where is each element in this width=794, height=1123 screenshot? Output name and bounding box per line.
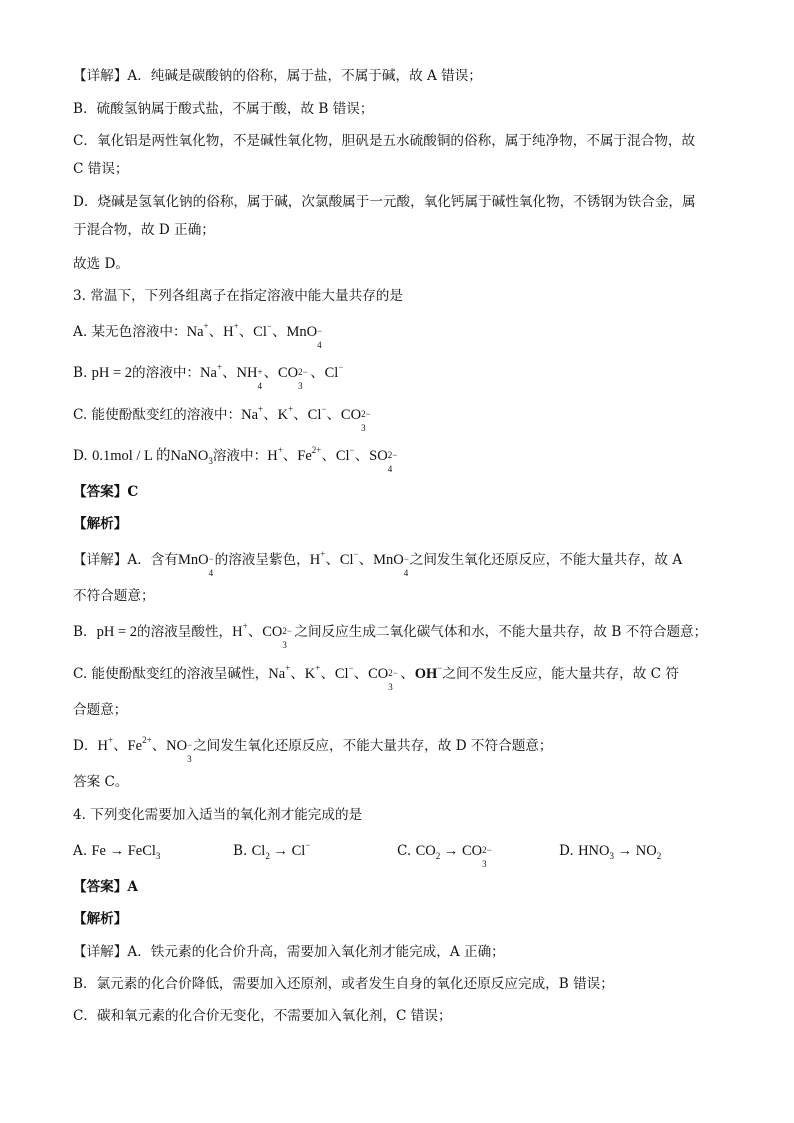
q3-option-a: A. 某无色溶液中：Na+、H+、Cl−、MnO − 4 [73, 321, 323, 350]
explanation-line: 不符合题意； [73, 588, 155, 604]
q4-option-d: D. $HNO_3 \to NO_2$ [559, 843, 662, 861]
explanation-line: B．氯元素的化合价降低，需要加入还原剂，或者发生自身的氧化还原反应完成，B 错误； [73, 976, 614, 992]
explanation-line: C 错误； [73, 161, 129, 177]
explanation-line: 【详解】A．纯碱是碳酸钠的俗称，属于盐，不属于碱，故 A 错误； [73, 68, 482, 84]
option-label: D. [73, 448, 88, 464]
q3-answer: 【答案】C [73, 484, 139, 500]
q4-analysis-heading: 【解析】 [73, 911, 128, 927]
q4-options [73, 840, 733, 869]
option-label: B. [73, 365, 88, 381]
q3-analysis-heading: 【解析】 [73, 516, 128, 532]
q3-option-d: D. 0.1mol / L 的NaNO$_3$溶液中：H+、$Fe^{2+}$、Cl−、SO 2− 4 [73, 445, 398, 474]
explanation-line: B．硫酸氢钠属于酸式盐，不属于酸，故 B 错误； [73, 101, 374, 117]
q3-option-c: C. 能使酚酞变红的溶液中：Na+、K+、Cl−、CO 2− 3 [73, 404, 371, 433]
explanation-line: 合题意； [73, 702, 128, 718]
q3-final-answer: 答案 C。 [73, 774, 129, 790]
q3-explanation-a: 【详解】A．含有MnO − 4 的溶液呈紫色，H+、Cl−、MnO − 4 之间发生氧化还原反应，不能大量共存，故 A [73, 549, 683, 578]
explanation-line: C．氧化铝是两性氧化物，不是碱性氧化物，胆矾是五水硫酸铜的俗称，属于纯净物，不属于混合物，故 [73, 133, 696, 149]
explanation-line: C．碳和氧元素的化合价无变化，不需要加入氧化剂，C 错误； [73, 1008, 452, 1024]
explanation-line: 故选 D。 [73, 256, 130, 272]
q4-answer: 【答案】A [73, 879, 138, 895]
q4-option-a: A. Fe → FeCl$_3$ [73, 843, 161, 861]
q4-option-b: B. $Cl_2 \to Cl^-$ [233, 840, 311, 861]
q3-explanation-b: B．pH = 2的溶液呈酸性，H+、CO 2− 3 之间反应生成二氧化碳气体和水，不能大量共存，故 B 不符合题意； [73, 621, 708, 650]
option-label: C. 能使酚酞变红的溶液中： [73, 407, 242, 423]
q3-explanation-d: D．H+、$Fe^{2+}$、NO − 3 之间发生氧化还原反应，不能大量共存，故 D 不符合题意； [73, 735, 553, 764]
explanation-line: 【详解】A．铁元素的化合价升高，需要加入氧化剂才能完成，A 正确； [73, 944, 505, 960]
q3-explanation-c: C. 能使酚酞变红的溶液呈碱性，Na+、K+、Cl−、CO 2− 3 、OH−之间不发生反应，能大量共存，故 C 符 [73, 663, 679, 692]
explanation-line: D．烧碱是氢氧化钠的俗称，属于碱，次氯酸属于一元酸，氧化钙属于碱性氧化物，不锈钢为铁合金，属 [73, 194, 696, 210]
explanation-line: 于混合物，故 D 正确； [73, 222, 215, 238]
option-label: A. 某无色溶液中： [73, 324, 187, 340]
question-4-stem: 4. 下列变化需要加入适当的氧化剂才能完成的是 [73, 807, 363, 823]
q4-option-c: C. $CO_2$ → CO 2− 3 [397, 843, 492, 869]
q3-option-b: B. pH = 2的溶液中：Na+、NH + 4 、CO 2− 3 、Cl− [73, 362, 344, 391]
question-3-stem: 3. 常温下，下列各组离子在指定溶液中能大量共存的是 [73, 288, 403, 304]
